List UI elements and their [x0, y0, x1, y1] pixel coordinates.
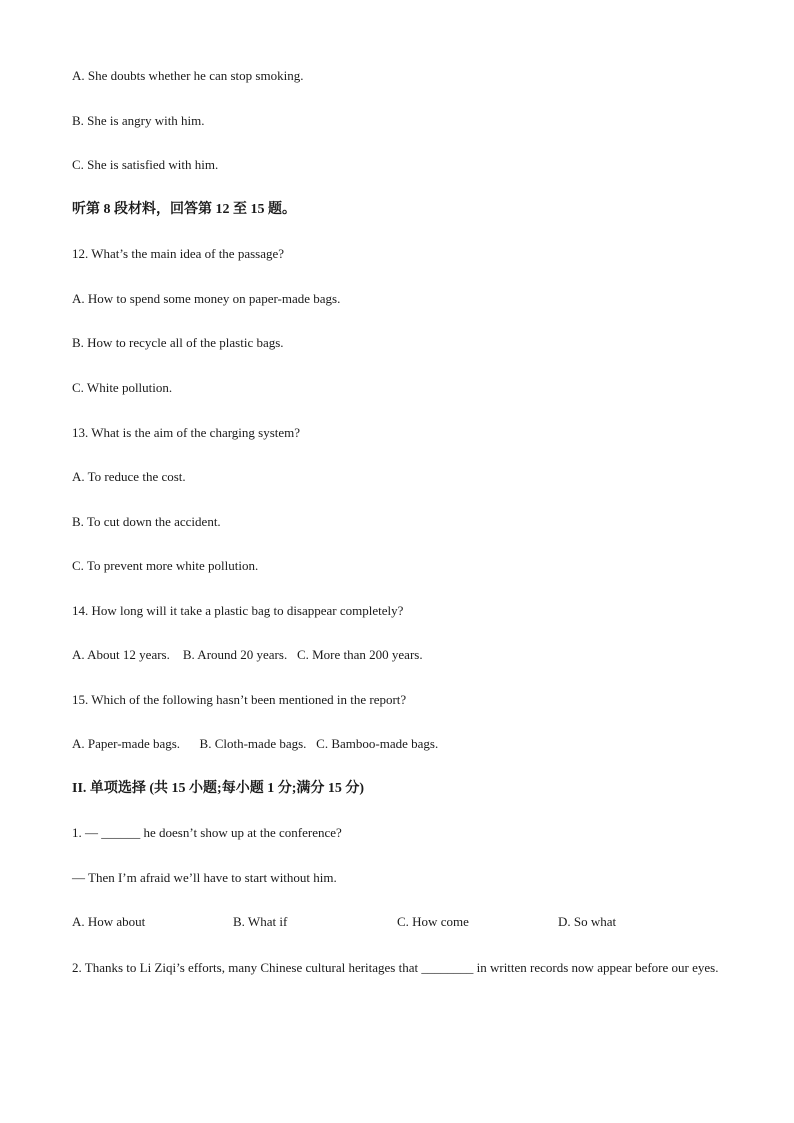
q12-option-a: A. How to spend some money on paper-made bags. — [72, 291, 341, 306]
mc1-stem: 1. — ______ he doesn’t show up at the conference? — [72, 825, 342, 840]
mc1-option-a: A. How about — [72, 914, 146, 929]
part-2-heading: II. 单项选择 (共 15 小题;每小题 1 分;满分 15 分) — [72, 781, 365, 796]
mc1-options — [72, 914, 722, 930]
mc1-reply: — Then I’m afraid we’ll have to start without him. — [72, 870, 337, 885]
section-8-heading: 听第 8 段材料，回答第 12 至 15 题。 — [72, 202, 296, 217]
q14-options: A. About 12 years. B. Around 20 years. C. More than 200 years. — [72, 647, 423, 662]
q14-stem: 14. How long will it take a plastic bag to disappear completely? — [72, 603, 404, 618]
q12-option-b: B. How to recycle all of the plastic bags. — [72, 335, 284, 350]
q11-option-a: A. She doubts whether he can stop smoking. — [72, 68, 304, 83]
q11-option-c: C. She is satisfied with him. — [72, 157, 219, 172]
mc1-option-c: C. How come — [397, 914, 469, 929]
mc1-option-d: D. So what — [558, 914, 617, 929]
q15-stem: 15. Which of the following hasn’t been mentioned in the report? — [72, 692, 407, 707]
q12-option-c: C. White pollution. — [72, 380, 173, 395]
q12-stem: 12. What’s the main idea of the passage? — [72, 246, 285, 261]
q13-option-b: B. To cut down the accident. — [72, 514, 221, 529]
q11-option-b: B. She is angry with him. — [72, 113, 205, 128]
q13-option-a: A. To reduce the cost. — [72, 469, 186, 484]
q13-option-c: C. To prevent more white pollution. — [72, 558, 259, 573]
q13-stem: 13. What is the aim of the charging system? — [72, 425, 301, 440]
q15-options: A. Paper-made bags. B. Cloth-made bags. C. Bamboo-made bags. — [72, 736, 439, 751]
mc1-option-b: B. What if — [233, 914, 288, 929]
mc2-stem: 2. Thanks to Li Ziqi’s efforts, many Chinese cultural heritages that ________ in written records now appear before our eyes. — [72, 960, 719, 975]
